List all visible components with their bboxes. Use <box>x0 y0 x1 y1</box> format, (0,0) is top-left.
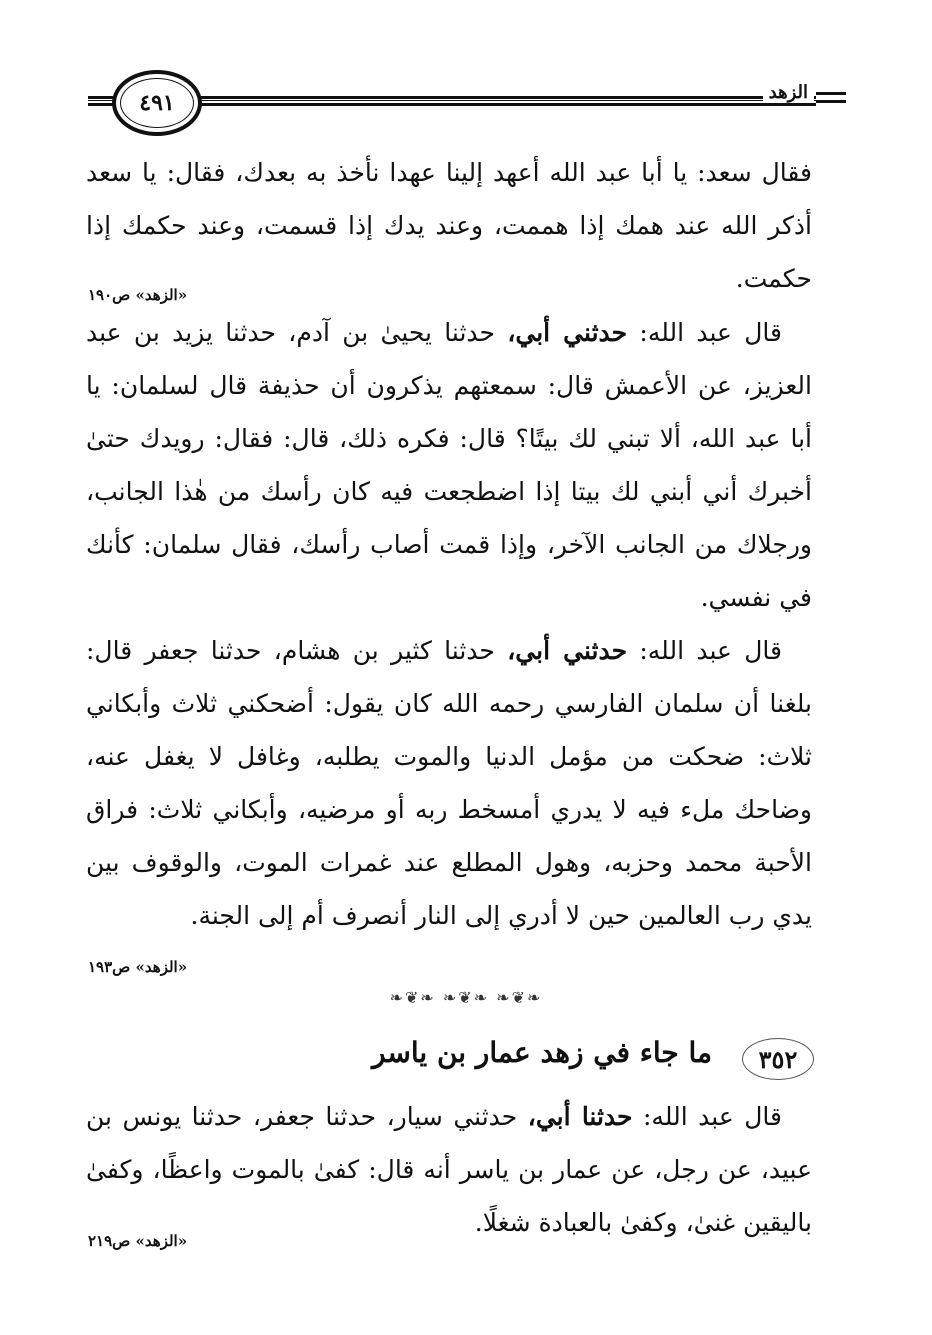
block1-reference: «الزهد» ص١٩٠ <box>88 286 188 304</box>
section-number-badge <box>742 1038 814 1080</box>
section-divider-ornament: ❧❦❧ ❧❦❧ ❧❦❧ <box>389 988 543 1007</box>
block1-paragraph: فقال سعد: يا أبا عبد الله أعهد إلينا عهدا نأخذ به بعدك، فقال: يا سعد أذكر الله عند همك إذا هممت، وعند يدك إذا قسمت، وعند حكمك إذا حكمت. <box>86 158 812 293</box>
block1 <box>86 146 812 305</box>
p2-lead: قال عبد الله: <box>627 636 782 665</box>
header-dash-bottom <box>816 100 846 103</box>
page-number: ٤٩١ <box>139 90 175 116</box>
block3-reference: «الزهد» ص٢١٩ <box>88 1232 188 1250</box>
p3-rest: حدثني سيار، حدثنا جعفر، حدثنا يونس بن عبيد، عن رجل، عن عمار بن ياسر أنه قال: كفىٰ بالموت واعظًا، وكفىٰ باليقين غنىٰ، وكفىٰ بالعبادة شغلًا. <box>86 1102 812 1237</box>
block2-paragraph-1 <box>86 306 812 624</box>
section-number: ٣٥٢ <box>758 1044 798 1074</box>
p3-lead: قال عبد الله: <box>632 1102 782 1131</box>
block2 <box>86 306 812 942</box>
page-number-badge <box>112 70 202 136</box>
block3 <box>86 1090 812 1249</box>
p1-lead: قال عبد الله: <box>627 318 782 347</box>
p3-bold: حدثنا أبي، <box>527 1102 633 1131</box>
section-title: ما جاء في زهد عمار بن ياسر <box>371 1036 712 1069</box>
block2-paragraph-2 <box>86 624 812 942</box>
p2-rest: حدثنا كثير بن هشام، حدثنا جعفر قال: بلغنا أن سلمان الفارسي رحمه الله كان يقول: أضحكني ثلاث وأبكاني ثلاث: ضحكت من مؤمل الدنيا والموت يطلبه، وغافل لا يغفل عنه، وضاحك ملء فيه لا يدري أمسخط ربه أو مرضيه، وأبكاني ثلاث: فراق الأحبة محمد وحزبه، وهول المطلع عند غمرات الموت، والوقوف بين يدي رب العالمين حين لا أدري إلى النار أنصرف أم إلى الجنة. <box>86 636 812 930</box>
block3-paragraph <box>86 1090 812 1249</box>
p1-bold: حدثني أبي، <box>507 318 628 347</box>
p2-bold: حدثني أبي، <box>507 636 628 665</box>
block2-reference: «الزهد» ص١٩٣ <box>88 958 188 976</box>
p1-rest: حدثنا يحيىٰ بن آدم، حدثنا يزيد بن عبد العزيز، عن الأعمش قال: سمعتهم يذكرون أن حذيفة قال لسلمان: يا أبا عبد الله، ألا تبني لك بيتًا؟ قال: فكره ذلك، قال: فقال: رويدك حتىٰ أخبرك أني أبني لك بيتا إذا اضطجعت فيه كان رأسك من هٰذا الجانب، ورجلاك من الجانب الآخر، وإذا قمت أصاب رأسك، فقال سلمان: كأنك في نفسي. <box>86 318 812 612</box>
running-head: الزهد <box>763 82 814 103</box>
header-dash-top <box>816 92 846 95</box>
